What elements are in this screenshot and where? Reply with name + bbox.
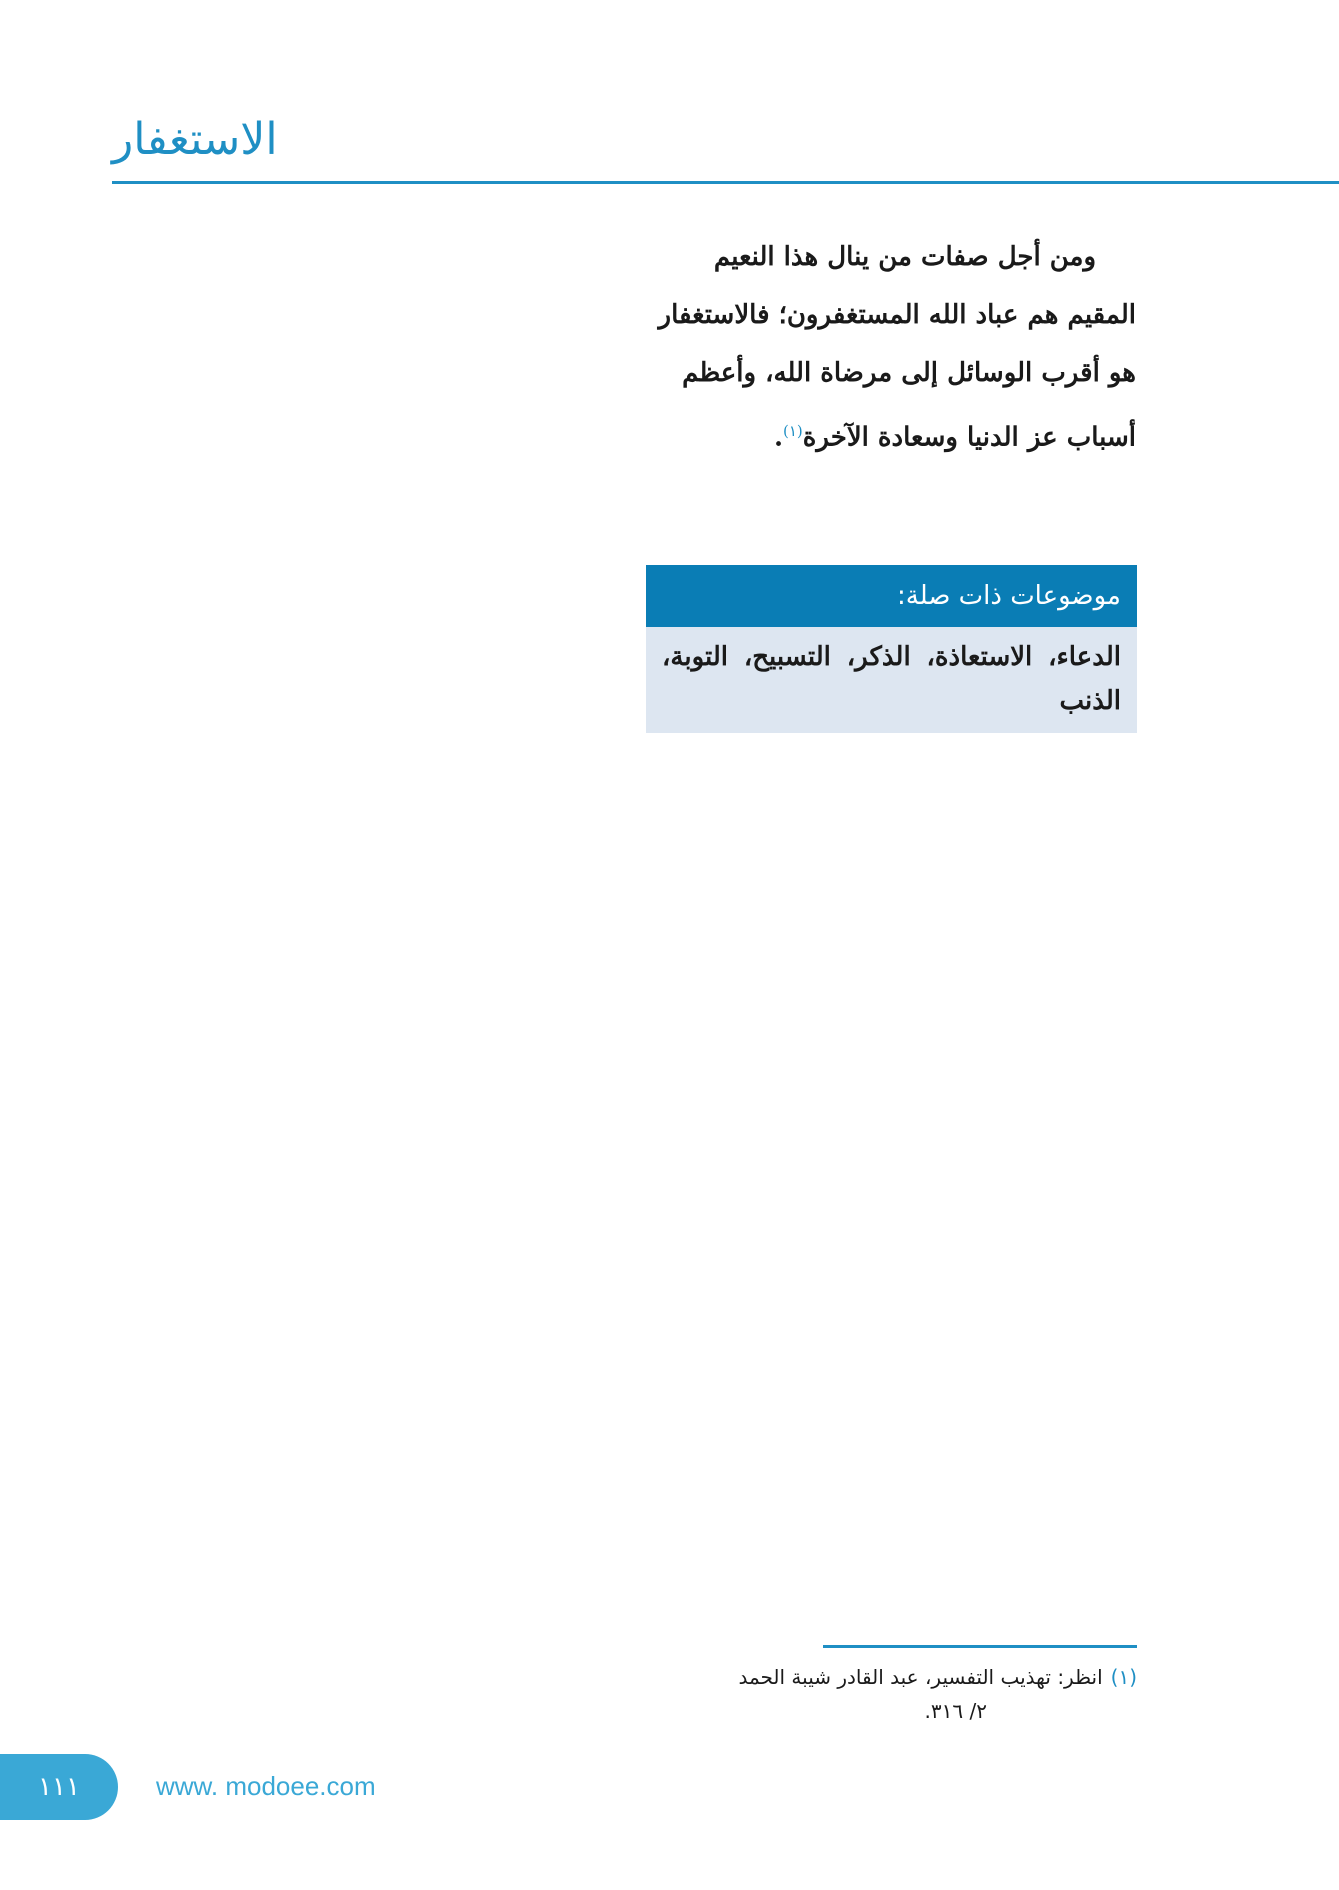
header-divider <box>112 181 1339 184</box>
paragraph-line: هو أقرب الوسائل إلى مرضاة الله، وأعظم <box>682 358 1136 388</box>
main-paragraph <box>646 228 1136 467</box>
paragraph-line-last <box>646 402 1136 467</box>
footnote <box>640 1660 1137 1728</box>
related-topics-box <box>646 565 1137 733</box>
footnote-divider <box>823 1645 1137 1648</box>
paragraph-end-punctuation: . <box>773 422 783 453</box>
related-topics-list: الدعاء، الاستعاذة، الذكر، التسبيح، التوبة، الذنب <box>646 627 1137 733</box>
page-number-tab: ١١١ <box>0 1754 118 1820</box>
related-topics-heading: موضوعات ذات صلة: <box>646 565 1137 627</box>
paragraph-line-text: أسباب عز الدنيا وسعادة الآخرة <box>802 422 1136 453</box>
paragraph-line: ومن أجل صفات من ينال هذا النعيم <box>713 242 1096 272</box>
page-header-title: الاستغفار <box>112 114 278 165</box>
footnote-text: انظر: تهذيب التفسير، عبد القادر شيبة الحمد <box>738 1665 1103 1689</box>
footnote-continuation: ٢/ ٣١٦. <box>924 1699 987 1723</box>
footnote-reference[interactable]: (١) <box>783 422 803 440</box>
footnote-marker: (١) <box>1110 1665 1137 1689</box>
website-link[interactable]: www. modoee.com <box>156 1771 376 1801</box>
paragraph-line: المقيم هم عباد الله المستغفرون؛ فالاستغفار <box>658 300 1136 330</box>
